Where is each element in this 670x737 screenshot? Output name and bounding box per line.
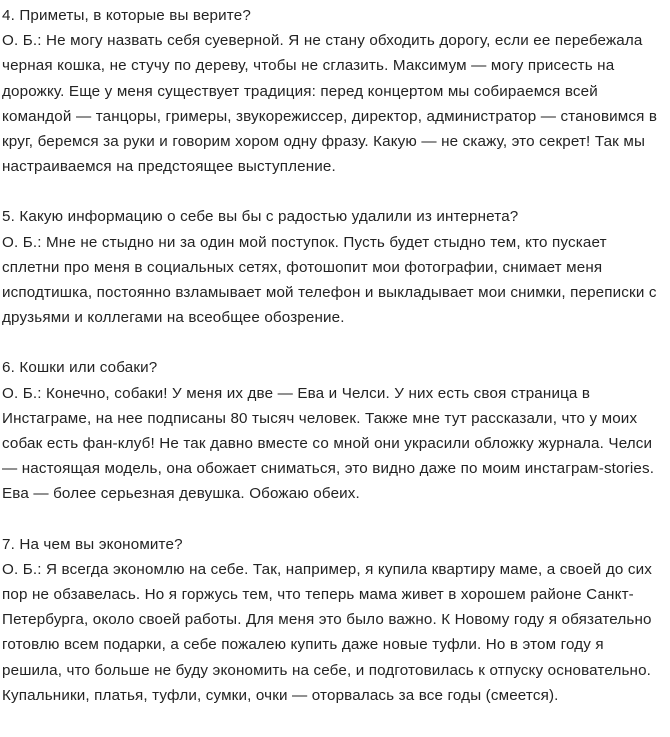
answer-text-4: О. Б.: Не могу назвать себя суеверной. Я не стану обходить дорогу, если ее перебежала черная кошка, не стучу по дереву, чтобы не сглазить. Максимум — могу присесть на дорожку. Еще у меня существует традиция: перед концертом мы собираемся всей командой — танцоры, гримеры, звукорежиссер, директор, администратор — становимся в круг, беремся за руки и говорим хором одну фразу. Какую — не скажу, это секрет! Так мы настраиваемся на предстоящее выступление. [2,32,658,176]
answer-text-7: О. Б.: Я всегда экономлю на себе. Так, например, я купила квартиру маме, а своей до сих пор не обзавелась. Но я горжусь тем, что теперь мама живет в хорошем районе Санкт-Петербурга, около своей работы. Для меня это было важно. К Новому году я обязательно готовлю всем подарки, а себе пожалею купить даже новые туфли. Но в этом году я решила, что больше не буду экономить на себе, и подготовилась к отпуску основательно. Купальники, платья, туфли, сумки, очки — оторвалась за все годы (смеется). [2,560,652,704]
question-heading-5: 5. Какую информацию о себе вы бы с радостью удалили из интернета? [2,208,519,226]
qa-block-4 [2,3,664,179]
answer-text-5: О. Б.: Мне не стыдно ни за один мой поступок. Пусть будет стыдно тем, кто пускает сплетни про меня в социальных сетях, фотошопит мои фотографии, снимает меня исподтишка, постоянно взламывает мой телефон и выкладывает мои снимки, переписки с друзьями и коллегами на всеобщее обозрение. [2,233,657,327]
question-heading-6: 6. Кошки или собаки? [2,359,158,377]
question-heading-4: 4. Приметы, в которые вы верите? [2,7,251,24]
qa-block-6 [2,355,664,506]
question-heading-7: 7. На чем вы экономите? [2,535,183,553]
qa-block-5 [2,204,664,330]
answer-text-6: О. Б.: Конечно, собаки! У меня их две — Ева и Челси. У них есть своя страница в Инстаграме, на нее подписаны 80 тысяч человек. Также мне тут рассказали, что у моих собак есть фан-клуб! Не так давно вместе со мной они украсили обложку журнала. Челси — настоящая модель, она обожает сниматься, это видно даже по моим инстаграм-stories. Ева — более серьезная девушка. Обожаю обеих. [2,384,655,503]
qa-block-7 [2,532,664,708]
